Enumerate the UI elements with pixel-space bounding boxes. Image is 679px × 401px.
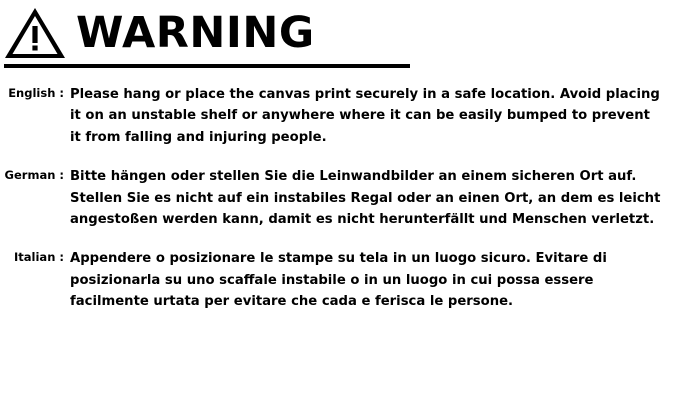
page-title: WARNING — [76, 7, 315, 58]
warning-block-german — [4, 166, 679, 230]
language-label: Italian : — [14, 250, 64, 265]
warning-text: Bitte hängen oder stellen Sie die Leinwandbilder an einem sicheren Ort auf. Stellen Sie es nicht auf ein instabiles Regal oder an einen Ort, an dem es leicht angestoßen werden kann, damit es nicht herunterfällt und Menschen verletzt. — [70, 169, 661, 227]
warning-blocks — [0, 84, 679, 312]
warning-triangle-icon — [4, 7, 66, 59]
warning-header — [0, 0, 679, 58]
warning-text: Appendere o posizionare le stampe su tela in un luogo sicuro. Evitare di posizionarla su uno scaffale instabile o in un luogo in cui possa essere facilmente urtata per evitare che cada e ferisca le persone. — [70, 251, 607, 309]
language-label: English : — [8, 86, 64, 100]
warning-block-italian — [4, 248, 679, 312]
warning-text: Please hang or place the canvas print securely in a safe location. Avoid placing it on an unstable shelf or anywhere where it can be easily bumped to prevent it from falling and injuring people. — [70, 87, 660, 145]
title-divider — [4, 64, 410, 68]
warning-block-english — [4, 84, 679, 148]
language-label: German : — [4, 168, 64, 183]
